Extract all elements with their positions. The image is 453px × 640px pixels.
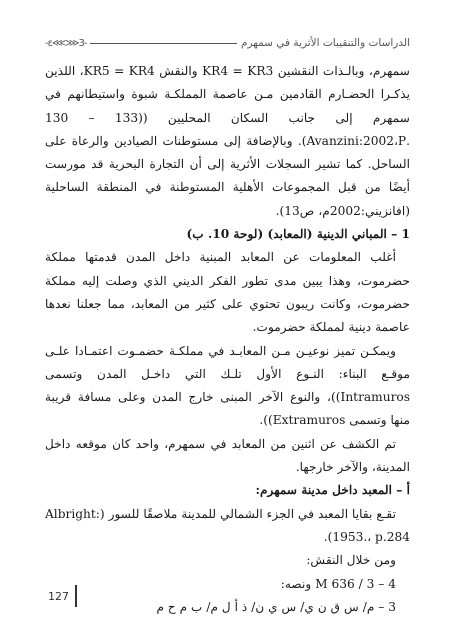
header-ornament: -3⋘⋙ε- <box>45 37 87 49</box>
paragraph-temple-location: تقـع بقايا المعبد في الجزء الشمالي للمدينة ملاصقًا للسور (Albright: 1953.، p.284). <box>45 506 410 544</box>
paragraph-temples-info: أغلب المعلومات عن المعابد المبنية داخل المدن قدمتها مملكة حضرموت، وهذا يبين مدى تطور الفكر الديني الذي وصلت إليه مملكة حضرموت، وكانت ريبون تحتوي على كثير من المعابد، مما جعلنا نعدها عاصمة دينية لمملكة حضرموت. <box>45 250 410 335</box>
running-header <box>45 32 410 54</box>
section-heading-religious-buildings: 1 – المباني الدينية (المعابد) (لوحة 10. ب) <box>186 227 410 242</box>
paragraph-inscription-intro: ومن خلال النقش: <box>306 553 396 568</box>
page-number: 127 <box>48 589 69 603</box>
paragraph-temples-discovered: تم الكشف عن اثنين من المعابد في سمهرم، واحد كان موقعه داخل المدينة، والآخر خارجها. <box>45 436 410 475</box>
paragraph-inscription-ref: 4 – 3 / M 636 ونصه: <box>280 576 396 591</box>
paragraph-intro: سمهرم، وبالـذات النقشين KR4 = KR3 والنقش KR5 = KR4، اللذين يذكـرا الحضـارم القادمين مـن عاصمة المملكـة شبوة واستيطانهم في سمهرم إلى جانب السكان المحليين ((133 – 130 .Avanzini:2002،P). وبالإضافة إلى مستوطنات الصيادين والرعاة على الساحل. كما تشير السجلات الأثرية إلى أن التجارة البحرية قد مورست أيضًا من قبل المجموعات الأهلية المستوطنة في المنطقة الساحلية (افانزيني:2002م، ص13). <box>45 64 411 218</box>
page-body <box>45 60 410 619</box>
header-title: الدراسات والتنقيبات الأثرية في سمهرم <box>240 37 410 49</box>
page-footer <box>48 585 77 607</box>
paragraph-temple-types: ويمكـن تميز نوعيـن مـن المعابـد في مملكـة حضمـوت اعتمـادا علـى موقـع البناء: النـوع الأول تلـك التي داخـل المدن وتسمى Intramuros))، والنوع الآخر المبنى خارج المدن وعلى مسافة قريبة منها وتسمى Extramuros)). <box>45 343 410 428</box>
paragraph-inscription-text: 3 – م/ س ق ن ي/ س ي ن/ ذ أ ل م/ ب م ح م <box>156 599 396 614</box>
header-rule <box>90 43 236 44</box>
subheading-inner-temple: أ – المعبد داخل مدينة سمهرم: <box>255 483 410 498</box>
footer-rule <box>75 585 77 607</box>
